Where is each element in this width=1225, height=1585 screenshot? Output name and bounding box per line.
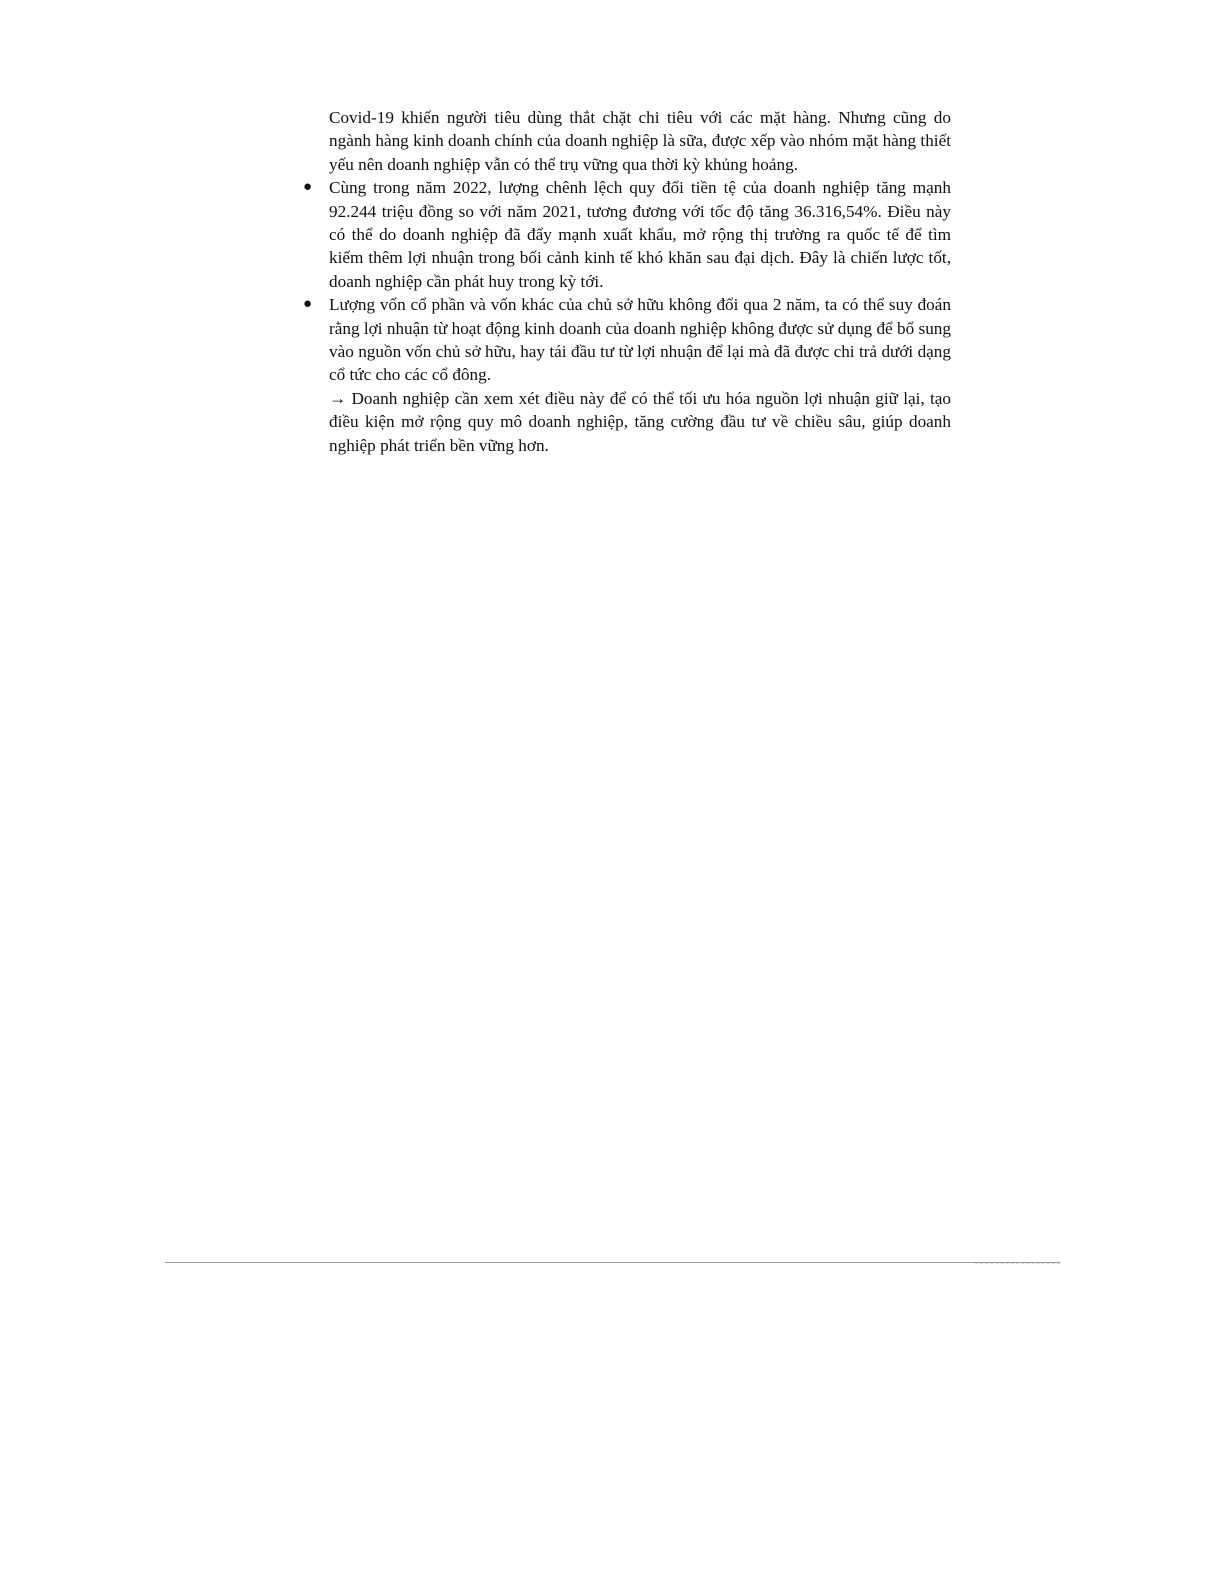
bullet-icon: ● [303, 296, 313, 313]
bullet-item-equity [303, 293, 951, 387]
bullet-text: Cùng trong năm 2022, lượng chênh lệch quy đổi tiền tệ của doanh nghiệp tăng mạnh 92.244 triệu đồng so với năm 2021, tương đương với tốc độ tăng 36.316,54%. Điều này có thể do doanh nghiệp đã đẩy mạnh xuất khẩu, mở rộng thị trường ra quốc tế để tìm kiếm thêm lợi nhuận trong bối cảnh kinh tế khó khăn sau đại dịch. Đây là chiến lược tốt, doanh nghiệp cần phát huy trong kỳ tới. [329, 178, 951, 291]
conclusion-paragraph: → Doanh nghiệp cần xem xét điều này để có thể tối ưu hóa nguồn lợi nhuận giữ lại, tạo điều kiện mở rộng quy mô doanh nghiệp, tăng cường đầu tư về chiều sâu, giúp doanh nghiệp phát triển bền vững hơn. [329, 388, 951, 455]
intro-paragraph: Covid-19 khiến người tiêu dùng thắt chặt chi tiêu với các mặt hàng. Nhưng cũng do ngành hàng kinh doanh chính của doanh nghiệp là sữa, được xếp vào nhóm mặt hàng thiết yếu nên doanh nghiệp vẫn có thể trụ vững qua thời kỳ khủng hoảng. [329, 108, 951, 174]
bullet-text: Lượng vốn cổ phần và vốn khác của chủ sở hữu không đổi qua 2 năm, ta có thể suy đoán rằng lợi nhuận từ hoạt động kinh doanh của doanh nghiệp không được sử dụng để bổ sung vào nguồn vốn chủ sở hữu, hay tái đầu tư từ lợi nhuận để lại mà đã được chi trả dưới dạng cổ tức cho các cổ đông. [329, 295, 951, 385]
bullet-item-exchange-rate [303, 176, 951, 293]
page-footer-divider-faint [975, 1263, 1060, 1264]
bullet-icon: ● [303, 179, 313, 196]
page-footer-divider [165, 1262, 1060, 1263]
body-text [303, 106, 951, 457]
